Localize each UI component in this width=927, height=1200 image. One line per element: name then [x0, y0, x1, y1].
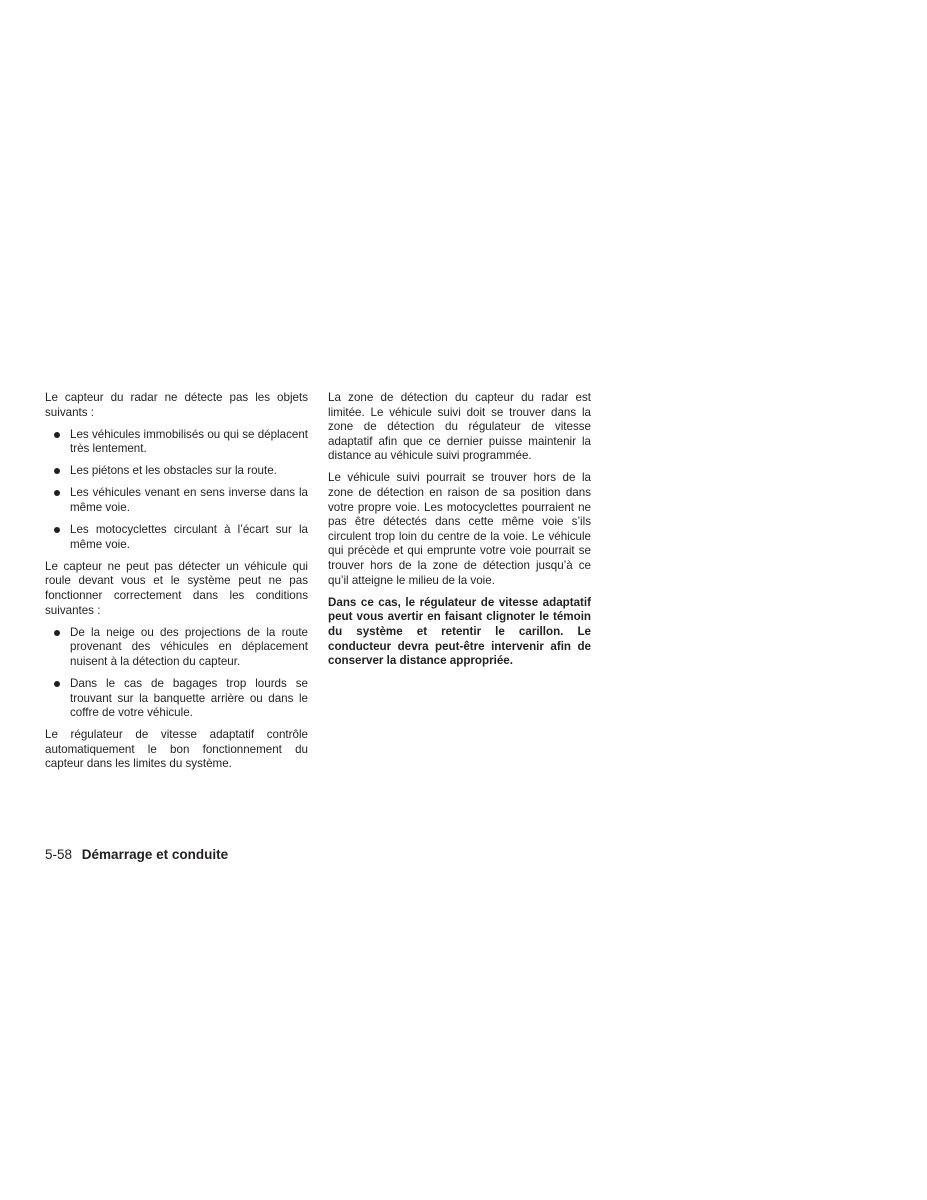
detection-zone-paragraph: La zone de détection du capteur du radar est limitée. Le véhicule suivi doit se trouver dans la zone de détection du régulateur de vitesse adaptatif afin que ce dernier puisse maintenir la distance au véhicule suivi programmée. — [328, 391, 591, 463]
system-check-paragraph: Le régulateur de vitesse adaptatif contrôle automatiquement le bon fonctionnement du capteur dans les limites du système. — [45, 728, 308, 771]
page-footer — [45, 846, 228, 864]
bullet-icon — [54, 490, 60, 496]
bullet-icon — [54, 527, 60, 533]
radar-intro-paragraph: Le capteur du radar ne détecte pas les objets suivants : — [45, 391, 308, 419]
list-item: Les piétons et les obstacles sur la route. — [45, 464, 308, 479]
bullet-icon — [54, 432, 60, 438]
bullet-icon — [54, 468, 60, 474]
list-item: Les véhicules venant en sens inverse dans la même voie. — [45, 486, 308, 515]
list-item: De la neige ou des projections de la route provenant des véhicules en déplacement nuisent à la détection du capteur. — [45, 626, 308, 670]
list-item: Dans le cas de bagages trop lourds se trouvant sur la banquette arrière ou dans le coffre de votre véhicule. — [45, 677, 308, 721]
list-item: Les motocyclettes circulant à l’écart sur la même voie. — [45, 523, 308, 552]
list-item: Les véhicules immobilisés ou qui se déplacent très lentement. — [45, 428, 308, 457]
bullet-icon — [54, 681, 60, 687]
left-column — [45, 391, 308, 780]
undetected-objects-list — [45, 428, 308, 553]
bullet-icon — [54, 630, 60, 636]
page-number: 5-58 — [45, 847, 73, 862]
sensor-conditions-paragraph: Le capteur ne peut pas détecter un véhicule qui roule devant vous et le système peut ne pas fonctionner correctement dans les conditions suivantes : — [45, 559, 308, 617]
sensor-conditions-list — [45, 626, 308, 721]
right-column — [328, 391, 591, 676]
warning-paragraph: Dans ce cas, le régulateur de vitesse adaptatif peut vous avertir en faisant clignoter le témoin du système et retentir le carillon. Le conducteur devra peut-être intervenir afin de conserver la distance appropriée. — [328, 595, 591, 668]
vehicle-position-paragraph: Le véhicule suivi pourrait se trouver hors de la zone de détection en raison de sa position dans votre propre voie. Les motocyclettes pourraient ne pas être détectés dans cette même voie s’ils circulent trop loin du centre de la voie. Le véhicule qui précède et qui emprunte votre voie pourrait se trouver hors de la zone de détection jusqu’à ce qu’il atteigne le milieu de la voie. — [328, 471, 591, 587]
section-title: Démarrage et conduite — [81, 847, 229, 862]
